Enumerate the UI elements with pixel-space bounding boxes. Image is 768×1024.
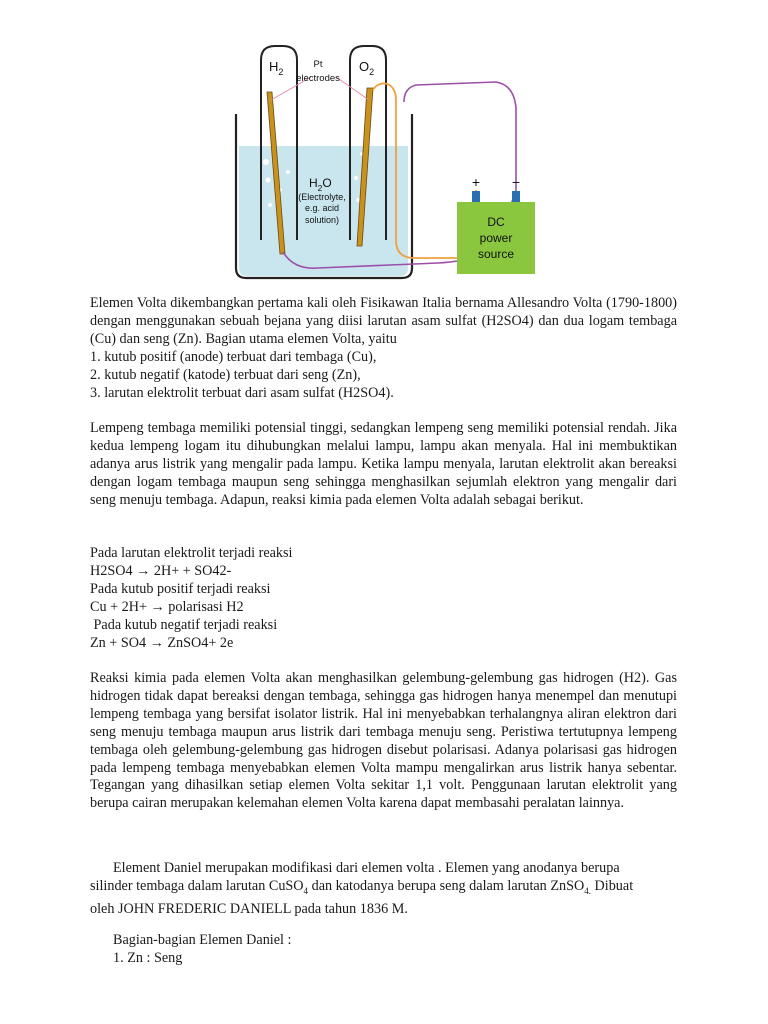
electrodes-label: electrodes — [296, 73, 340, 84]
list-item: 2. kutub negatif (katode) terbuat dari seng (Zn), — [90, 366, 361, 383]
terminal-positive — [472, 191, 480, 203]
daniel-line-2: silinder tembaga dalam larutan CuSO$_4$ dan katodanya berupa seng dalam larutan ZnSO$_{4.}$ Dibuat — [90, 877, 634, 896]
reaction-line: Pada larutan elektrolit terjadi reaksi — [90, 545, 293, 561]
paragraph-potential: Lempeng tembaga memiliki potensial tinggi, sedangkan lempeng seng memiliki potensial rendah. Jika kedua lempeng logam itu dihubungkan melalui lampu, lampu akan menyala. Hal ini membuktikan adanya arus listrik yang mengalir pada lampu. Ketika lampu menyala, larutan elektrolit akan bereaksi dengan logam tembaga maupun seng sehingga menghasilkan sejumlah elektron yang mengalir dari seng menuju tembaga. Adapun, reaksi kimia pada elemen Volta adalah sebagai berikut. — [90, 420, 677, 508]
terminal-negative — [512, 191, 520, 203]
h2-label: $H_2$ — [269, 59, 284, 77]
list-item: 1. kutub positif (anode) terbuat dari tembaga (Cu), — [90, 348, 377, 365]
electrolyte-label-1: (Electrolyte, — [298, 192, 346, 202]
pt-label: Pt — [313, 59, 323, 70]
reaction-line: Zn + SO4 → ZnSO4+ 2e — [90, 634, 234, 651]
reaction-line: H2SO4 → 2H+ + SO42- — [90, 562, 232, 579]
paragraph-polarization: Reaksi kimia pada elemen Volta akan menghasilkan gelembung-gelembung gas hidrogen (H2). Gas hidrogen tidak dapat bereaksi dengan tembaga, sehingga gas hidrogen hanya menempel dan menutupi lempeng tembaga yang bersifat isolator listrik. Hal ini menyebabkan terhalangnya aliran elektron dari seng menuju tembaga maupun arus listrik dari tembaga menuju seng. Peristiwa tertutupnya lempeng tembaga oleh gelembung-gelembung gas hidrogen disebut polarisasi. Adanya polarisasi gas hidrogen pada lempeng tembaga menyebabkan elemen Volta mampu mengalirkan arus listrik hanya sebentar. Tegangan yang dihasilkan setiap elemen Volta sekitar 1,1 volt. Penggunaan larutan elektrolit yang berupa cairan merupakan kelemahan elemen Volta karena dapat membasahi peralatan lainnya. — [90, 670, 677, 812]
dc-label-2: power — [479, 231, 513, 245]
list-item: 3. larutan elektrolit terbuat dari asam sulfat (H2SO4). — [90, 384, 394, 401]
daniel-line-3: oleh JOHN FREDERIC DANIELL pada tahun 1836 M. — [90, 900, 408, 917]
o2-label: $O_2$ — [359, 59, 375, 77]
dc-label-1: DC — [487, 215, 505, 229]
paragraph-volta-intro-text: Elemen Volta dikembangkan pertama kali oleh Fisikawan Italia bernama Allesandro Volta (1790-1800) dengan menggunakan sebuah bejana yang diisi larutan asam sulfat (H2SO4) dan dua logam tembaga (Cu) dan seng (Zn). Bagian utama elemen Volta, yaitu — [90, 295, 677, 347]
electrolyte-label-3: solution) — [304, 215, 340, 225]
h2o-label: $H_2O$ — [309, 176, 332, 193]
reaction-line: Pada kutub positif terjadi reaksi — [90, 580, 271, 597]
reaction-line: Cu + 2H+ → polarisasi H2 — [90, 598, 244, 615]
reaction-line: Pada kutub negatif terjadi reaksi — [90, 616, 278, 633]
paragraph-volta-intro — [90, 295, 677, 402]
plus-sign: + — [471, 174, 481, 190]
paragraph-daniel-parts — [90, 932, 677, 968]
list-item: 1. Zn : Seng — [113, 949, 183, 966]
daniel-line-1: Element Daniel merupakan modifikasi dari elemen volta . Elemen yang anodanya berupa — [113, 860, 620, 876]
reaction-list — [90, 545, 677, 652]
paragraph-daniel — [90, 860, 677, 919]
daniel-parts-heading: Bagian-bagian Elemen Daniel : — [113, 932, 292, 948]
electrolyte-label-2: e.g. acid — [304, 203, 340, 213]
minus-sign: − — [511, 174, 521, 190]
volta-cell-diagram — [228, 40, 540, 280]
dc-label-3: source — [477, 247, 515, 261]
